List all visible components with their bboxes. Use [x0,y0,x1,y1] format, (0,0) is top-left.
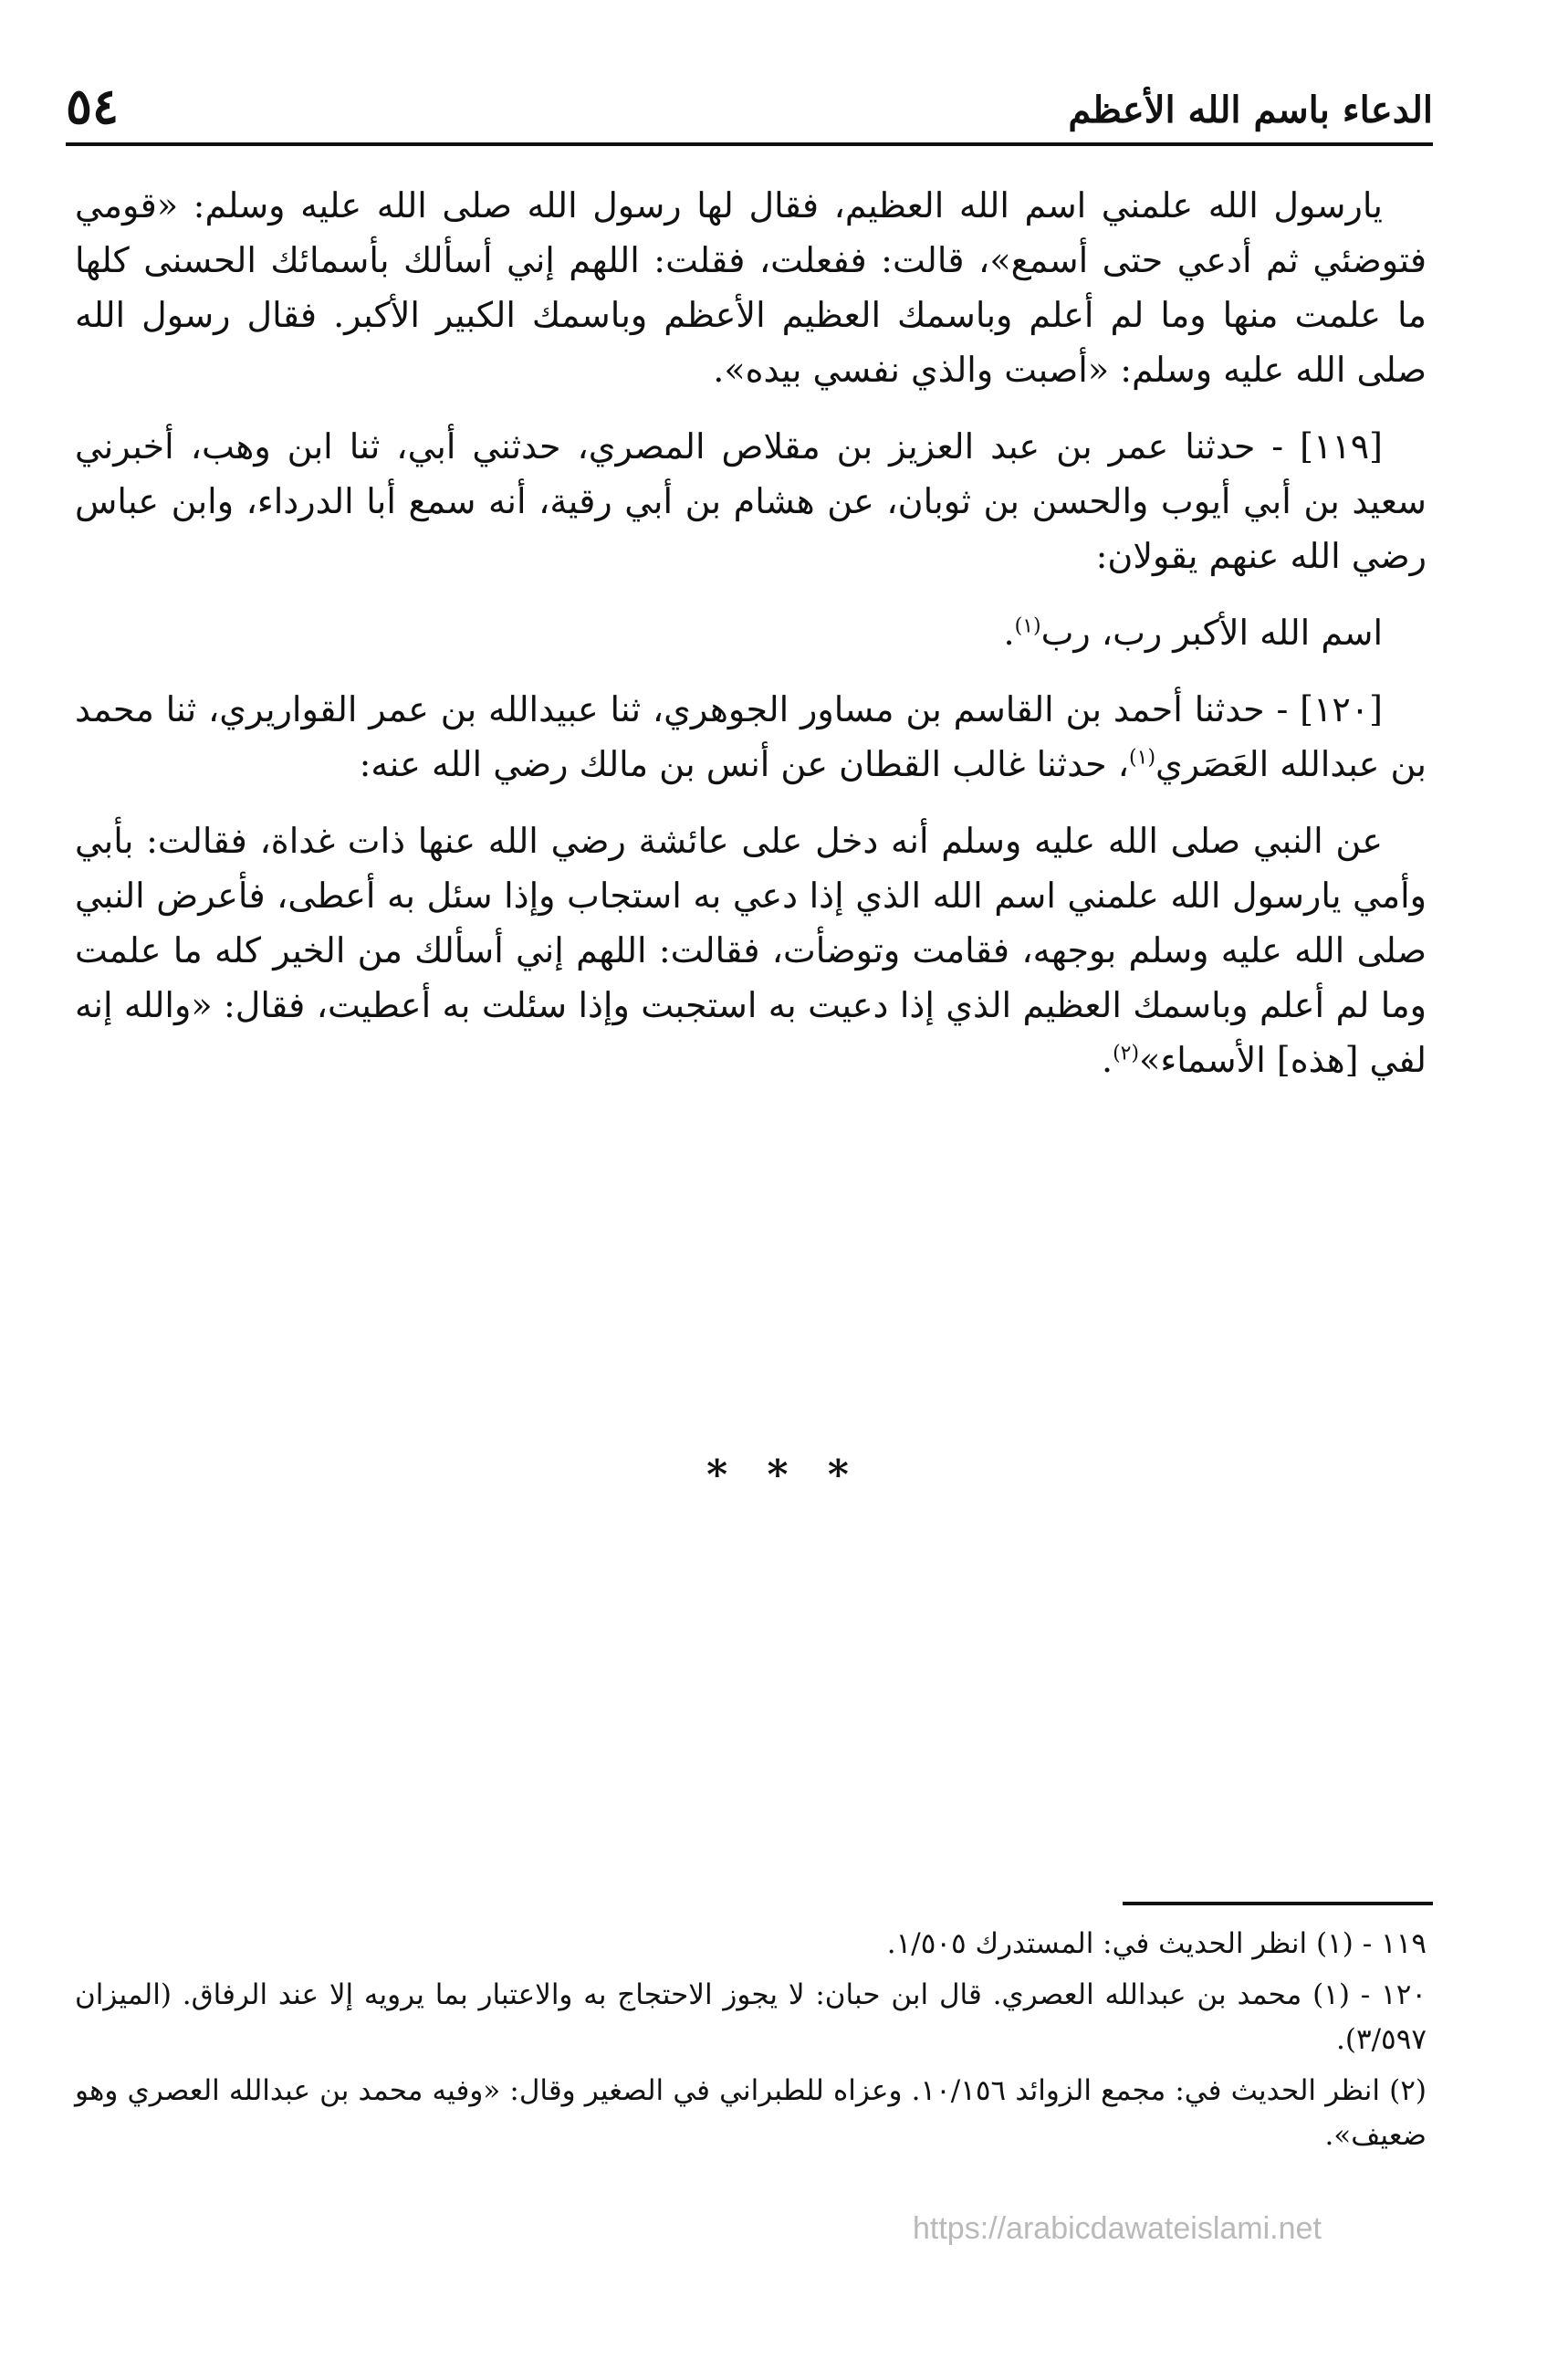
section-separator: * * * [706,1452,862,1498]
footnote-120-2: (٢) انظر الحديث في: مجمع الزوائد ١٠/١٥٦. وعزاه للطبراني في الصغير وقال: «وفيه محمد بن عبدالله العصري وهو ضعيف». [75,2073,1427,2153]
aisha-text: عن النبي صلى الله عليه وسلم أنه دخل على عائشة رضي الله عنها ذات غداة، فقالت: بأبي وأمي يارسول الله علمني اسم الله الذي إذا دعي به استجاب وإذا سئل به أعطى، فأعرض النبي صلى الله عليه وسلم بوجهه، فقامت وتوضأت، فقالت: اللهم إني أسألك من الخير كله ما علمت وما لم أعلم وباسمك العظيم الذي إذا دعيت به استجبت وإذا سئلت به أعطيت، فقال: «والله إنه لفي [هذه] الأسماء» [75,821,1427,1081]
end-dot-1: . [1003,613,1015,654]
footnote-119-1: ١١٩ - (١) انظر الحديث في: المستدرك ١/٥٠٥. [886,1927,1427,1960]
hadith-120-chain-a: [١٢٠] - حدثنا أحمد بن القاسم بن مساور الجوهري، ثنا عبيدالله بن عمر القواريري، ثنا محمد بن عبدالله العَصَري [75,689,1427,785]
footnotes [75,1922,1427,2165]
greatest-name-text: اسم الله الأكبر رب، رب [1040,613,1383,654]
main-text [75,178,1427,1109]
paragraph-greatest-name [75,605,1427,660]
footnote-ref-3[interactable]: (٢) [1113,1042,1140,1065]
hadith-120-chain-b: ، حدثنا غالب القطان عن أنس بن مالك رضي الله عنه: [359,744,1130,785]
footnote-ref-2[interactable]: (١) [1129,746,1156,770]
footnote-divider [1123,1902,1433,1905]
paragraph-aisha [75,813,1427,1087]
paragraph-hadith-120 [75,682,1427,792]
footnote-ref-1[interactable]: (١) [1014,614,1041,638]
footnote-120-1: ١٢٠ - (١) محمد بن عبدالله العصري. قال ابن حبان: لا يجوز الاحتجاج به والاعتبار بما يرويه إلا عند الرفاق. (الميزان ٣/٥٩٧). [75,1977,1427,2057]
page-header [66,64,1433,146]
running-title: الدعاء باسم الله الأعظم [1068,89,1433,131]
page-number: ٥٤ [66,77,120,135]
paragraph-intro: يارسول الله علمني اسم الله العظيم، فقال لها رسول الله صلى الله عليه وسلم: «قومي فتوضئي ثم أدعي حتى أسمع»، قالت: ففعلت، فقلت: اللهم إني أسألك بأسمائك الحسنى كلها ما علمت منها وما لم أعلم وباسمك العظيم الأعظم وباسمك الكبير الأكبر. فقال رسول الله صلى الله عليه وسلم: «أصبت والذي نفسي بيده». [75,185,1427,391]
end-dot-2: . [1101,1040,1113,1081]
watermark-url[interactable]: https://arabicdawateislami.net [913,2211,1322,2246]
paragraph-hadith-119: [١١٩] - حدثنا عمر بن عبد العزيز بن مقلاص المصري، حدثني أبي، ثنا ابن وهب، أخبرني سعيد بن أبي أيوب والحسن بن ثوبان، عن هشام بن أبي رقية، أنه سمع أبا الدرداء، وابن عباس رضي الله عنهم يقولان: [75,426,1427,577]
